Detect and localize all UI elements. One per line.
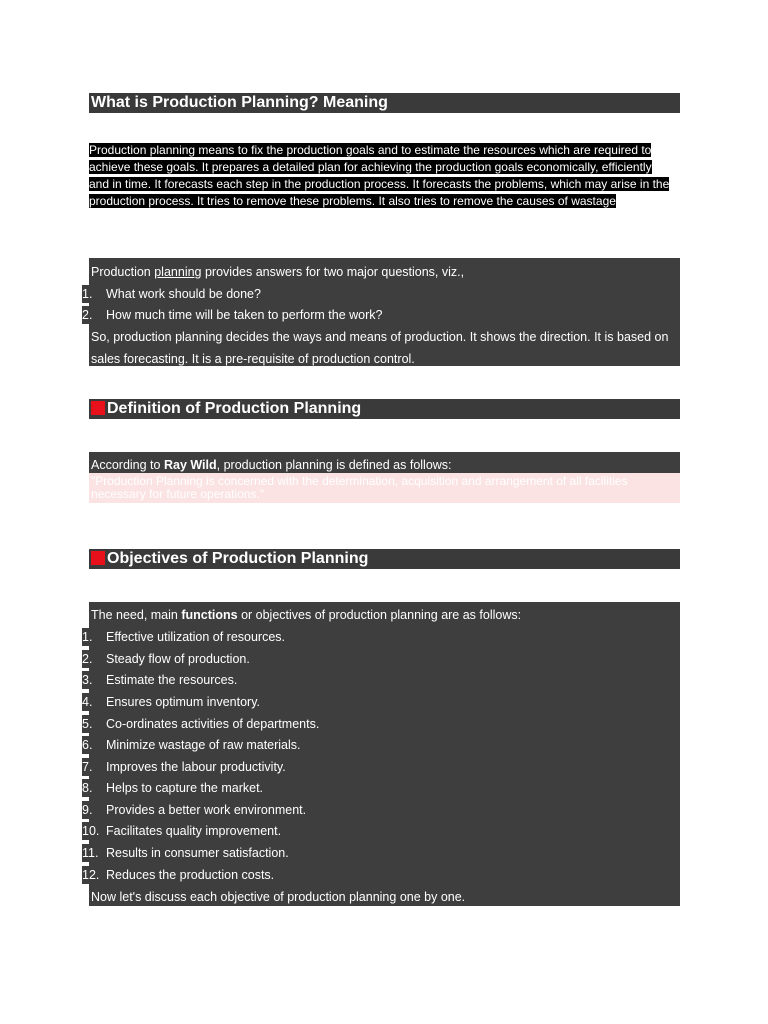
question-item: What work should be done?: [106, 287, 261, 301]
question-number: 2.: [82, 306, 106, 324]
meaning-paragraph: [89, 142, 673, 210]
objective-number: 6.: [82, 736, 106, 754]
functions-bold: functions: [181, 608, 238, 622]
red-square-icon: [91, 551, 105, 565]
author-name: Ray Wild: [163, 458, 217, 472]
objective-item: Provides a better work environment.: [106, 803, 307, 817]
closing-line: So, production planning decides the ways and means of production. It shows the direction. It is based on: [91, 330, 669, 344]
objective-number: 3.: [82, 671, 106, 689]
objective-number: 10.: [82, 822, 106, 840]
heading-meaning-text: What is Production Planning? Meaning: [91, 94, 388, 111]
objective-item: Estimate the resources.: [106, 673, 238, 687]
objective-item: Facilitates quality improvement.: [106, 824, 282, 838]
objective-item: Results in consumer satisfaction.: [106, 846, 289, 860]
objective-item: Effective utilization of resources.: [106, 630, 286, 644]
heading-definition-text: Definition of Production Planning: [107, 400, 362, 417]
objectives-closing: Now let's discuss each objective of production planning one by one.: [91, 890, 466, 904]
objective-number: 12.: [82, 866, 106, 884]
definition-quote: [89, 473, 680, 503]
questions-intro: Production planning provides answers for two major questions, viz.,: [91, 265, 465, 279]
objective-number: 7.: [82, 758, 106, 776]
objective-item: Ensures optimum inventory.: [106, 695, 260, 709]
objective-number: 8.: [82, 779, 106, 797]
heading-meaning: [89, 93, 680, 113]
heading-objectives-text: Objectives of Production Planning: [107, 550, 369, 567]
objective-number: 2.: [82, 650, 106, 668]
objective-number: 4.: [82, 693, 106, 711]
meaning-paragraph-text: Production planning means to fix the production goals and to estimate the resources which are required to achieve these goals. It prepares a detailed plan for achieving the production goals economically, efficiently and in time. It forecasts each step in the production process. It forecasts the problems, which may arise in the production process. It tries to remove these problems. It also tries to remove the causes of wastage: [89, 143, 670, 208]
question-item: How much time will be taken to perform the work?: [106, 308, 383, 322]
objective-number: 9.: [82, 801, 106, 819]
planning-link[interactable]: planning: [154, 265, 202, 279]
objective-item: Steady flow of production.: [106, 652, 250, 666]
objective-item: Improves the labour productivity.: [106, 760, 286, 774]
heading-objectives: [89, 549, 680, 569]
definition-intro: According to Ray Wild, production planning is defined as follows:: [91, 458, 452, 472]
definition-quote-text: "Production Planning is concerned with the determination, acquisition and arrangement of all facilities necessary for future operations.": [91, 474, 628, 501]
objective-number: 1.: [82, 628, 106, 646]
closing-line: sales forecasting. It is a pre-requisite of production control.: [91, 352, 415, 366]
objective-item: Reduces the production costs.: [106, 868, 275, 882]
red-square-icon: [91, 401, 105, 415]
objective-item: Minimize wastage of raw materials.: [106, 738, 301, 752]
heading-definition: [89, 399, 680, 419]
objective-item: Co-ordinates activities of departments.: [106, 717, 320, 731]
objective-item: Helps to capture the market.: [106, 781, 264, 795]
objective-number: 11.: [82, 844, 106, 862]
question-number: 1.: [82, 285, 106, 303]
objectives-intro: The need, main functions or objectives of production planning are as follows:: [91, 608, 522, 622]
objective-number: 5.: [82, 715, 106, 733]
